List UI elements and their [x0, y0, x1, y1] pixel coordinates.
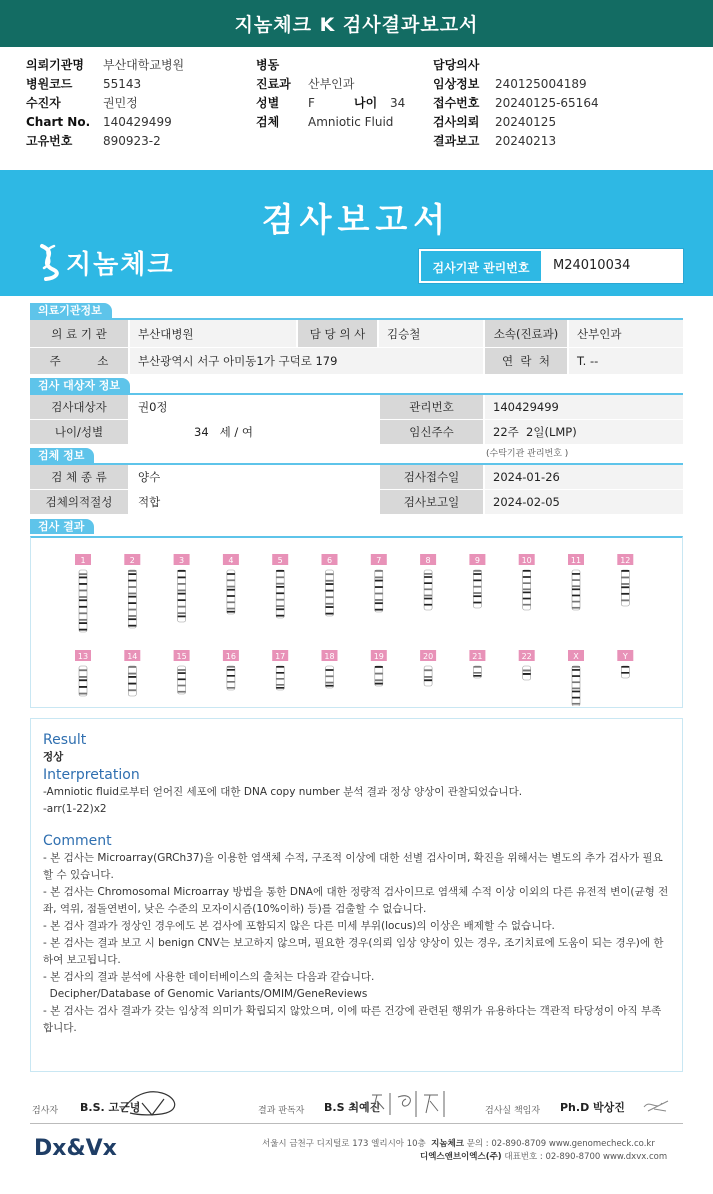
signer-role: 결과 판독자 [258, 1106, 305, 1116]
chromosome-ideogram [523, 666, 531, 680]
meta-value: 권민정 [103, 96, 138, 110]
chromosome-label: 2 [129, 556, 135, 565]
cell-label: 의 료 기 관 [30, 320, 128, 347]
contact-text: 대표번호 : 02-890-8700 www.dxvx.com [504, 1152, 668, 1162]
meta-label: 병원코드 [26, 77, 73, 91]
meta-column-3 [433, 56, 599, 151]
meta-label: 병동 [256, 58, 280, 72]
chromosome-ideogram [326, 666, 334, 688]
table-row [30, 320, 683, 348]
meta-label: 나이 [354, 96, 378, 110]
meta-value: 20240125-65164 [495, 96, 599, 110]
meta-label: 의뢰기관명 [26, 58, 84, 72]
institution-table [30, 318, 683, 374]
meta-label: 담당의사 [433, 58, 480, 72]
cell-value: 140429499 [485, 395, 683, 419]
cell-label: 주 소 [30, 348, 128, 374]
report-title: 검사보고서 [261, 200, 452, 239]
cell-label: 소속(진료과) [485, 320, 567, 347]
meta-label: 결과보고 [433, 134, 480, 148]
chromosome-label: 3 [179, 556, 185, 565]
meta-label: Chart No. [26, 115, 91, 129]
meta-value: 890923-2 [103, 134, 161, 148]
result-box [30, 718, 683, 1072]
address-text: 서울시 금천구 디지털로 173 엘리시아 10층 [262, 1139, 426, 1149]
interpretation-heading: Interpretation [43, 767, 140, 783]
specimen-table [30, 463, 683, 515]
report-banner [0, 170, 713, 296]
chromosome-label: 11 [570, 556, 582, 565]
logo-text: 지놈체크 [66, 249, 175, 280]
cell-label: 관리번호 [380, 395, 483, 419]
chromosome-label: 13 [77, 652, 89, 661]
chromosome-ideogram [375, 666, 383, 686]
interpretation-line: -arr(1-22)x2 [43, 803, 107, 815]
section-tab-specimen: 검체 정보 [30, 448, 94, 463]
chromosome-label: 19 [373, 652, 384, 661]
cell-label: 나이/성별 [30, 420, 128, 444]
chromosome-ideogram [227, 570, 235, 614]
table-row [30, 395, 683, 420]
chromosome-ideogram [178, 570, 186, 622]
meta-value: 34 [390, 96, 406, 110]
meta-column-1 [26, 56, 184, 151]
cell-value: 부산광역시 서구 아미동1가 구덕로 179 [130, 348, 483, 374]
chromosome-ideogram [128, 570, 136, 628]
chromosome-ideogram [227, 666, 235, 690]
divider [30, 1123, 683, 1124]
chromosome-ideogram [79, 666, 87, 696]
dna-helix-icon [34, 242, 64, 282]
signature-graphic [640, 1093, 674, 1117]
meta-label: 수진자 [26, 96, 61, 110]
comment-line: - 본 검사의 결과 분석에 사용한 데이터베이스의 출처는 다음과 같습니다. [43, 971, 375, 983]
interpretation-line: -Amniotic fluid로부터 얻어진 세포에 대한 DNA copy number 분석 결과 정상 양상이 관찰되었습니다. [43, 786, 523, 798]
meta-label: 고유번호 [26, 134, 73, 148]
chromosome-label: 1 [80, 556, 86, 565]
consignment-number-note: (수탁기관 관리번호 ) [486, 449, 569, 459]
mgmt-value: M24010034 [553, 258, 631, 273]
meta-value: 20240125 [495, 115, 557, 129]
meta-value: Amniotic Fluid [308, 115, 394, 129]
cell-label: 담 당 의 사 [298, 320, 377, 347]
genomecheck-logo [34, 242, 174, 282]
chromosome-label: 6 [326, 556, 333, 565]
chromosome-ideogram [572, 666, 580, 706]
chromosome-ideogram [276, 666, 284, 690]
comment-heading: Comment [43, 833, 112, 849]
cell-label: 검사보고일 [380, 490, 483, 514]
report-page [0, 170, 713, 1194]
meta-value: 55143 [103, 77, 142, 91]
table-row [30, 465, 683, 490]
cell-label: 임신주수 [380, 420, 483, 444]
chromosome-label: 8 [425, 556, 431, 565]
page-title: 지놈체크 K 검사결과보고서 [234, 14, 479, 36]
chromosome-ideogram [572, 570, 580, 610]
chromosome-label: X [573, 652, 579, 661]
meta-value: 140429499 [103, 115, 172, 129]
section-tab-patient: 검사 대상자 정보 [30, 378, 130, 393]
karyogram [30, 536, 683, 708]
meta-label: 진료과 [256, 77, 291, 91]
chromosome-label: 22 [521, 652, 532, 661]
chromosome-label: Y [622, 652, 628, 661]
chromosome-label: 20 [423, 652, 434, 661]
chromosome-ideogram [79, 570, 87, 632]
chromosome-ideogram [424, 666, 432, 686]
chromosome-label: 5 [277, 556, 283, 565]
chromosome-ideogram [473, 666, 481, 678]
cell-value: 김승철 [379, 320, 483, 347]
comment-line: - 본 검사는 Chromosomal Microarray 방법을 통한 DNA에 대한 정량적 검사이므로 염색체 수적 이상 이외의 다른 유전적 변이(균형 전 [43, 886, 669, 898]
signer-name: Ph.D 박상진 [560, 1101, 625, 1114]
chromosome-label: 18 [324, 652, 335, 661]
meta-label: 검체 [256, 115, 280, 129]
chromosome-label: 7 [376, 556, 382, 565]
cell-value: 34 세 / 여 [130, 420, 378, 444]
cell-label: 검사대상자 [30, 395, 128, 419]
chromosome-label: 17 [275, 652, 286, 661]
meta-value: 240125004189 [495, 77, 587, 91]
comment-line: Decipher/Database of Genomic Variants/OMIM/GeneReviews [43, 988, 368, 1000]
chromosome-label: 21 [472, 652, 483, 661]
meta-label: 검사의뢰 [433, 115, 480, 129]
chromosome-label: 12 [620, 556, 631, 565]
cell-label: 검사접수일 [380, 465, 483, 489]
comment-line: 합니다. [43, 1022, 77, 1034]
cell-value: 2024-02-05 [485, 490, 683, 514]
chromosome-label: 4 [228, 556, 234, 565]
company-name: 디엑스앤브이엑스(주) [420, 1152, 502, 1162]
cell-value: 산부인과 [569, 320, 683, 347]
comment-line: 할 수 있습니다. [43, 869, 114, 881]
chromosome-ideogram [178, 666, 186, 694]
meta-value: F [308, 96, 315, 110]
meta-value: 20240213 [495, 134, 557, 148]
cell-value: 22주 2일(LMP) [485, 420, 683, 444]
patient-table [30, 393, 683, 445]
chromosome-ideogram [276, 570, 284, 618]
meta-label: 성별 [256, 96, 280, 110]
chromosome-ideogram [473, 570, 481, 608]
signature-row [0, 1085, 713, 1125]
chromosome-ideogram [621, 666, 629, 678]
cell-value: 부산대병원 [130, 320, 296, 347]
dxvx-logo: Dx&Vx [34, 1136, 117, 1161]
result-value: 정상 [43, 751, 64, 763]
chromosome-label: 9 [474, 556, 480, 565]
cell-value: 적합 [130, 490, 378, 514]
table-row [30, 348, 683, 375]
comment-line: - 본 검사는 Microarray(GRCh37)을 이용한 염색체 수적, 구조적 이상에 대한 선별 검사이며, 확진을 위해서는 별도의 추가 검사가 필요 [43, 852, 663, 864]
chromosome-ideogram [128, 666, 136, 696]
comment-line: 좌, 역위, 점돌연변이, 낮은 수준의 모자이시즘(10%이하) 등)를 검출할 수 없습니다. [43, 903, 427, 915]
institution-mgmt-box [418, 248, 684, 284]
result-heading: Result [43, 732, 87, 748]
cell-value: 권0정 [130, 395, 378, 419]
cell-label: 검 체 종 류 [30, 465, 128, 489]
signer-name: B.S 최예진 [324, 1101, 381, 1114]
signer-role: 검사자 [32, 1106, 59, 1116]
table-row [30, 420, 683, 445]
section-tab-result: 검사 결과 [30, 519, 94, 534]
comment-line: - 본 검사는 결과 보고 시 benign CNV는 보고하지 않으며, 필요한 경우(의뢰 임상 양상이 있는 경우, 조기치료에 도움이 되는 경우)에 한 [43, 937, 664, 949]
chromosome-ideogram [326, 570, 334, 616]
signature-graphic [368, 1087, 460, 1123]
contact-text: 문의 : 02-890-8709 www.genomecheck.co.kr [466, 1139, 655, 1149]
comment-line: 하여 보고됩니다. [43, 954, 121, 966]
comment-line: - 본 검사는 검사 결과가 갖는 임상적 의미가 확립되지 않았으며, 이에 따른 건강에 관련된 행위가 유용하다는 객관적 타당성이 아직 부족 [43, 1005, 662, 1017]
signer-role: 검사실 책임자 [485, 1106, 541, 1116]
chromosome-ideogram [523, 570, 531, 610]
page-header [0, 0, 713, 47]
cell-value: 2024-01-26 [485, 465, 683, 489]
cell-label: 연 락 처 [485, 348, 567, 374]
section-tab-institution: 의료기관정보 [30, 303, 112, 318]
mgmt-label: 검사기관 관리번호 [419, 249, 543, 283]
cell-value: 양수 [130, 465, 378, 489]
comment-line: - 본 검사 결과가 정상인 경우에도 본 검사에 포함되지 않은 다른 미세 부위(locus)의 이상은 배제할 수 없습니다. [43, 920, 555, 932]
cell-value: T. -- [569, 348, 683, 374]
chromosome-ideogram [424, 570, 432, 610]
chromosome-label: 14 [127, 652, 138, 661]
chromosome-label: 15 [176, 652, 187, 661]
meta-value: 부산대학교병원 [103, 58, 185, 72]
company-address [262, 1138, 682, 1164]
karyogram-svg [31, 538, 682, 706]
chromosome-ideogram [375, 570, 383, 612]
meta-label: 접수번호 [433, 96, 480, 110]
signature-graphic [118, 1085, 188, 1123]
table-row [30, 490, 683, 515]
company-name: 지놈체크 [431, 1139, 464, 1149]
meta-column-2 [256, 56, 405, 132]
meta-value: 산부인과 [308, 77, 355, 91]
chromosome-label: 10 [521, 556, 532, 565]
cell-label: 검체의적절성 [30, 490, 128, 514]
meta-label: 임상정보 [433, 77, 480, 91]
chromosome-label: 16 [225, 652, 236, 661]
signer-name: B.S. 고근녕 [80, 1101, 141, 1114]
chromosome-ideogram [621, 570, 629, 606]
